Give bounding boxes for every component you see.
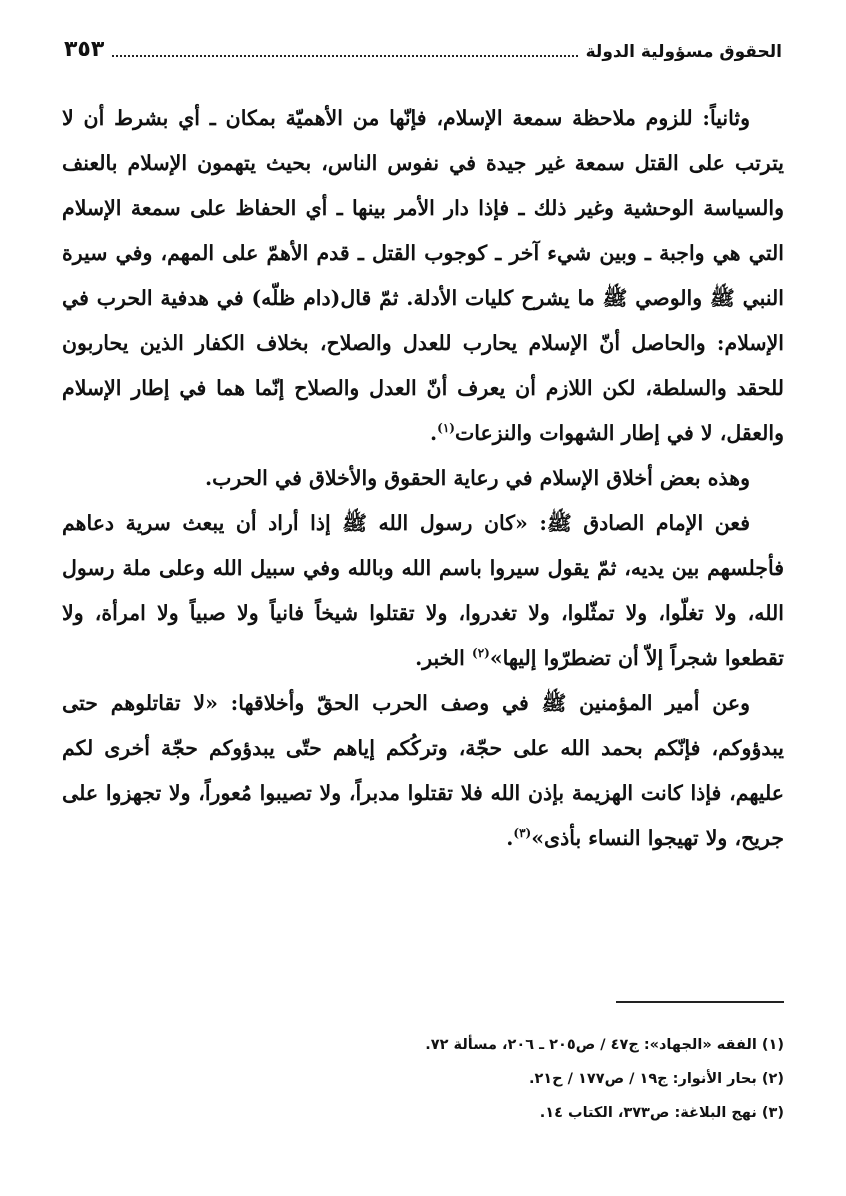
paragraph [62,456,784,501]
page-number: ٣٥٣ [64,37,105,62]
main-text [62,96,784,861]
paragraph-text: فعن الإمام الصادق ﷺ: «كان رسول الله ﷺ إذا أراد أن يبعث سرية دعاهم فأجلسهم بين يديه، ثمّ يقول سيروا باسم الله وبالله وفي سبيل الله وعلى ملة رسول الله، ولا تغلّوا، ولا تمثّلوا، ولا تغدروا، ولا تقتلوا شيخاً فانياً ولا صبياً ولا امرأة، ولا تقطعوا شجراً إلاّ أن تضطرّوا إليها» [62,511,784,670]
paragraph-tail: الخبر. [415,646,473,670]
footnote-ref: (٢) [472,646,490,661]
footnote-ref: (١) [437,421,455,436]
running-title: الحقوق مسؤولية الدولة [585,42,782,62]
paragraph-tail: . [429,421,438,445]
paragraph [62,681,784,861]
running-header [64,32,782,62]
header-dot-leader [112,54,577,57]
footnote: (١) الفقه «الجهاد»: ج٤٧ / ص٢٠٥ ـ ٢٠٦، مسألة ٧٢. [425,1037,784,1053]
footnote-separator [616,1001,784,1003]
paragraph [62,501,784,681]
footnote: (٣) نهج البلاغة: ص٣٧٣، الكتاب ١٤. [539,1105,784,1121]
footnote-ref: (٣) [513,826,532,841]
paragraph [62,96,784,456]
paragraph-text: وهذه بعض أخلاق الإسلام في رعاية الحقوق والأخلاق في الحرب. [204,466,750,490]
footnotes [62,1028,784,1130]
footnote: (٢) بحار الأنوار: ج١٩ / ص١٧٧ / ح٢١. [528,1071,784,1087]
paragraph-text: وثانياً: للزوم ملاحظة سمعة الإسلام، فإنّها من الأهميّة بمكان ـ أي بشرط أن لا يترتب على القتل سمعة غير جيدة في نفوس الناس، بحيث يتهمون الإسلام بالعنف والسياسة الوحشية وغير ذلك ـ فإذا دار الأمر بينها ـ أي الحفاظ على سمعة الإسلام التي هي واجبة ـ وبين شيء آخر ـ كوجوب القتل ـ قدم الأهمّ على المهم، وفي سيرة النبي ﷺ والوصي ﷺ ما يشرح كليات الأدلة. ثمّ قال(دام ظلّه) في هدفية الحرب في الإسلام: والحاصل أنّ الإسلام يحارب للعدل والصلاح، بخلاف الكفار الذين يحاربون للحقد والسلطة، لكن اللازم أن يعرف أنّ العدل والصلاح إنّما هما في إطار الإسلام والعقل، لا في إطار الشهوات والنزعات [62,106,784,445]
paragraph-tail: . [506,826,514,850]
paragraph-text: وعن أمير المؤمنين ﷺ في وصف الحرب الحقّ وأخلاقها: «لا تقاتلوهم حتى يبدؤوكم، فإنّكم بحمد الله على حجّة، وتركُكم إياهم حتّى يبدؤوكم حجّة أخرى لكم عليهم، فإذا كانت الهزيمة بإذن الله فلا تقتلوا مدبراً، ولا تصيبوا مُعوراً، ولا تجهزوا على جريح، ولا تهيجوا النساء بأذى» [62,691,784,850]
